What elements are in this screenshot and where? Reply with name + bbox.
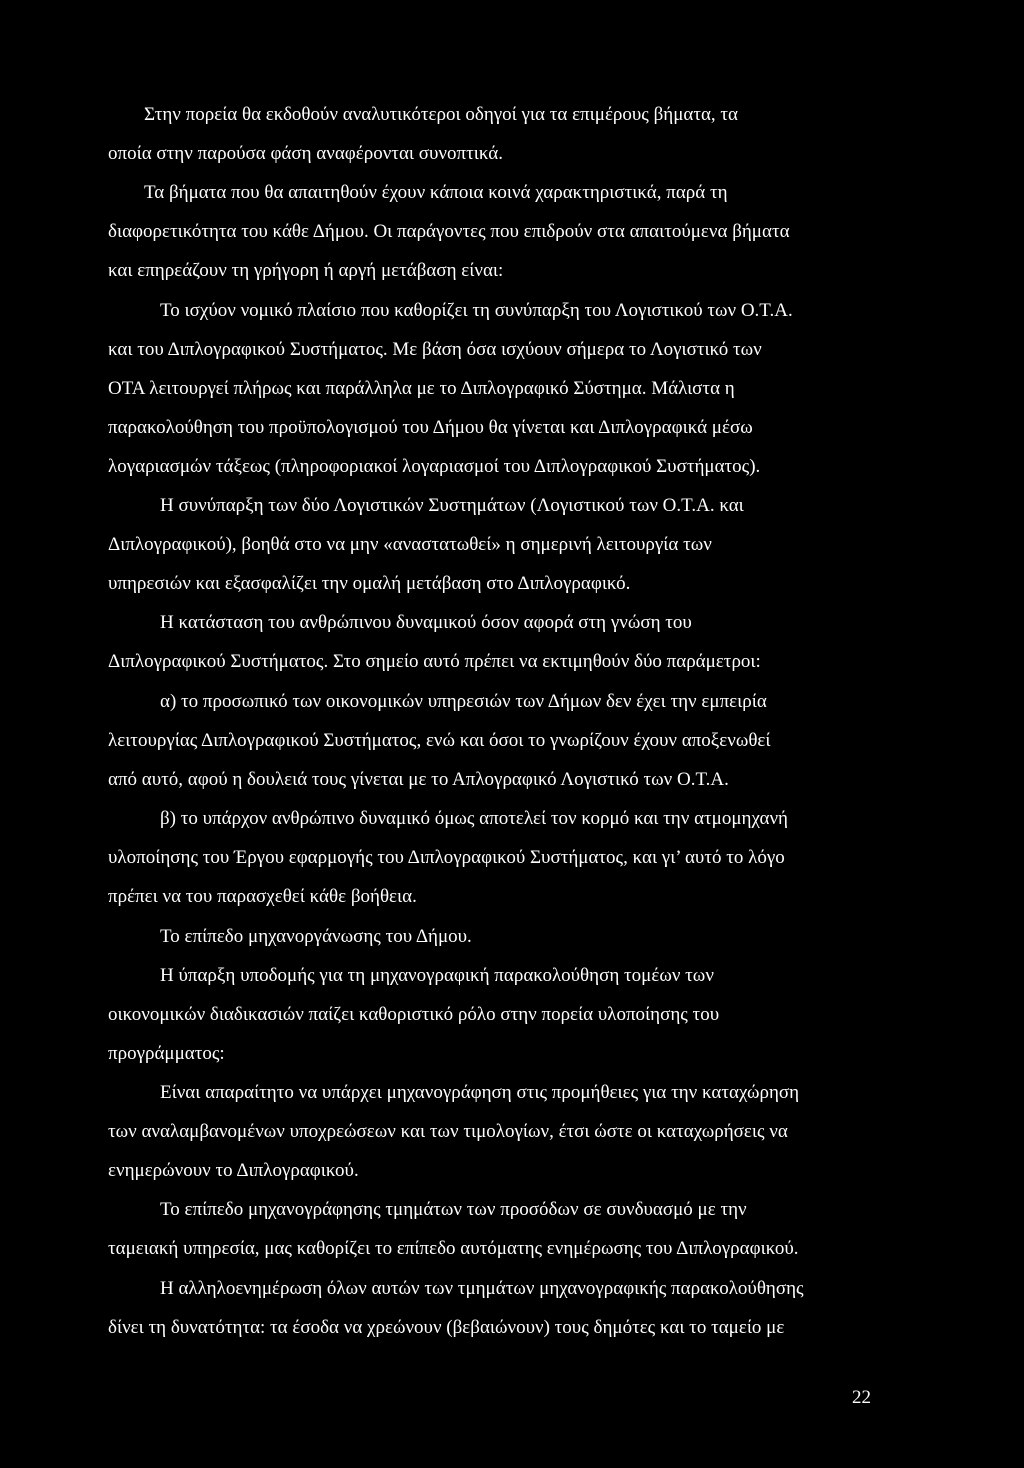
text-line: διαφορετικότητα του κάθε Δήμου. Οι παράγοντες που επιδρούν στα απαιτούμενα βήματα bbox=[108, 221, 790, 242]
text-line: ταμειακή υπηρεσία, μας καθορίζει το επίπεδο αυτόματης ενημέρωσης του Διπλογραφικού. bbox=[108, 1238, 799, 1259]
text-line: Η αλληλοενημέρωση όλων αυτών των τμημάτων μηχανογραφικής παρακολούθησης bbox=[160, 1278, 804, 1299]
text-line: Το ισχύον νομικό πλαίσιο που καθορίζει τη συνύπαρξη του Λογιστικού των Ο.Τ.Α. bbox=[160, 300, 793, 321]
text-line: ενημερώνουν το Διπλογραφικού. bbox=[108, 1160, 359, 1181]
text-line: Τα βήματα που θα απαιτηθούν έχουν κάποια κοινά χαρακτηριστικά, παρά τη bbox=[144, 182, 728, 203]
text-line: δίνει τη δυνατότητα: τα έσοδα να χρεώνουν (βεβαιώνουν) τους δημότες και το ταμείο με bbox=[108, 1317, 785, 1338]
text-line: οικονομικών διαδικασιών παίζει καθοριστικό ρόλο στην πορεία υλοποίησης του bbox=[108, 1004, 720, 1025]
text-line: ΟΤΑ λειτουργεί πλήρως και παράλληλα με το Διπλογραφικό Σύστημα. Μάλιστα η bbox=[108, 378, 735, 399]
text-line: παρακολούθηση του προϋπολογισμού του Δήμου θα γίνεται και Διπλογραφικά μέσω bbox=[108, 417, 753, 438]
text-line: Το επίπεδο μηχανοργάνωσης του Δήμου. bbox=[160, 926, 472, 947]
text-line: υλοποίησης του Έργου εφαρμογής του Διπλογραφικού Συστήματος, και γι’ αυτό το λόγο bbox=[108, 847, 785, 868]
text-line: υπηρεσιών και εξασφαλίζει την ομαλή μετάβαση στο Διπλογραφικό. bbox=[108, 573, 631, 594]
text-line: λογαριασμών τάξεως (πληροφοριακοί λογαριασμοί του Διπλογραφικού Συστήματος). bbox=[108, 456, 761, 477]
text-line: Είναι απαραίτητο να υπάρχει μηχανογράφηση στις προμήθειες για την καταχώρηση bbox=[160, 1082, 800, 1103]
text-line: πρέπει να του παρασχεθεί κάθε βοήθεια. bbox=[108, 886, 417, 907]
text-line: των αναλαμβανομένων υποχρεώσεων και των τιμολογίων, έτσι ώστε οι καταχωρήσεις να bbox=[108, 1121, 788, 1142]
page-number: 22 bbox=[852, 1387, 871, 1408]
text-line: από αυτό, αφού η δουλειά τους γίνεται με το Απλογραφικό Λογιστικό των Ο.Τ.Α. bbox=[108, 769, 729, 790]
text-line: α) το προσωπικό των οικονομικών υπηρεσιών των Δήμων δεν έχει την εμπειρία bbox=[160, 691, 767, 712]
text-line: Διπλογραφικού Συστήματος. Στο σημείο αυτό πρέπει να εκτιμηθούν δύο παράμετροι: bbox=[108, 651, 761, 672]
text-line: και επηρεάζουν τη γρήγορη ή αργή μετάβαση είναι: bbox=[108, 260, 504, 281]
text-line: Η κατάσταση του ανθρώπινου δυναμικού όσον αφορά στη γνώση του bbox=[160, 612, 692, 633]
text-line: Το επίπεδο μηχανογράφησης τμημάτων των προσόδων σε συνδυασμό με την bbox=[160, 1199, 747, 1220]
text-line: και του Διπλογραφικού Συστήματος. Με βάση όσα ισχύουν σήμερα το Λογιστικό των bbox=[108, 339, 762, 360]
text-line: Η ύπαρξη υποδομής για τη μηχανογραφική παρακολούθηση τομέων των bbox=[160, 965, 714, 986]
text-line: λειτουργίας Διπλογραφικού Συστήματος, ενώ και όσοι το γνωρίζουν έχουν αποξενωθεί bbox=[108, 730, 771, 751]
text-line: Διπλογραφικού), βοηθά στο να μην «αναστατωθεί» η σημερινή λειτουργία των bbox=[108, 534, 712, 555]
text-line: οποία στην παρούσα φάση αναφέρονται συνοπτικά. bbox=[108, 143, 503, 164]
text-line: προγράμματος: bbox=[108, 1043, 225, 1064]
text-line: β) το υπάρχον ανθρώπινο δυναμικό όμως αποτελεί τον κορμό και την ατμομηχανή bbox=[160, 808, 788, 829]
text-line: Η συνύπαρξη των δύο Λογιστικών Συστημάτων (Λογιστικού των Ο.Τ.Α. και bbox=[160, 495, 744, 516]
text-line: Στην πορεία θα εκδοθούν αναλυτικότεροι οδηγοί για τα επιμέρους βήματα, τα bbox=[144, 104, 739, 125]
